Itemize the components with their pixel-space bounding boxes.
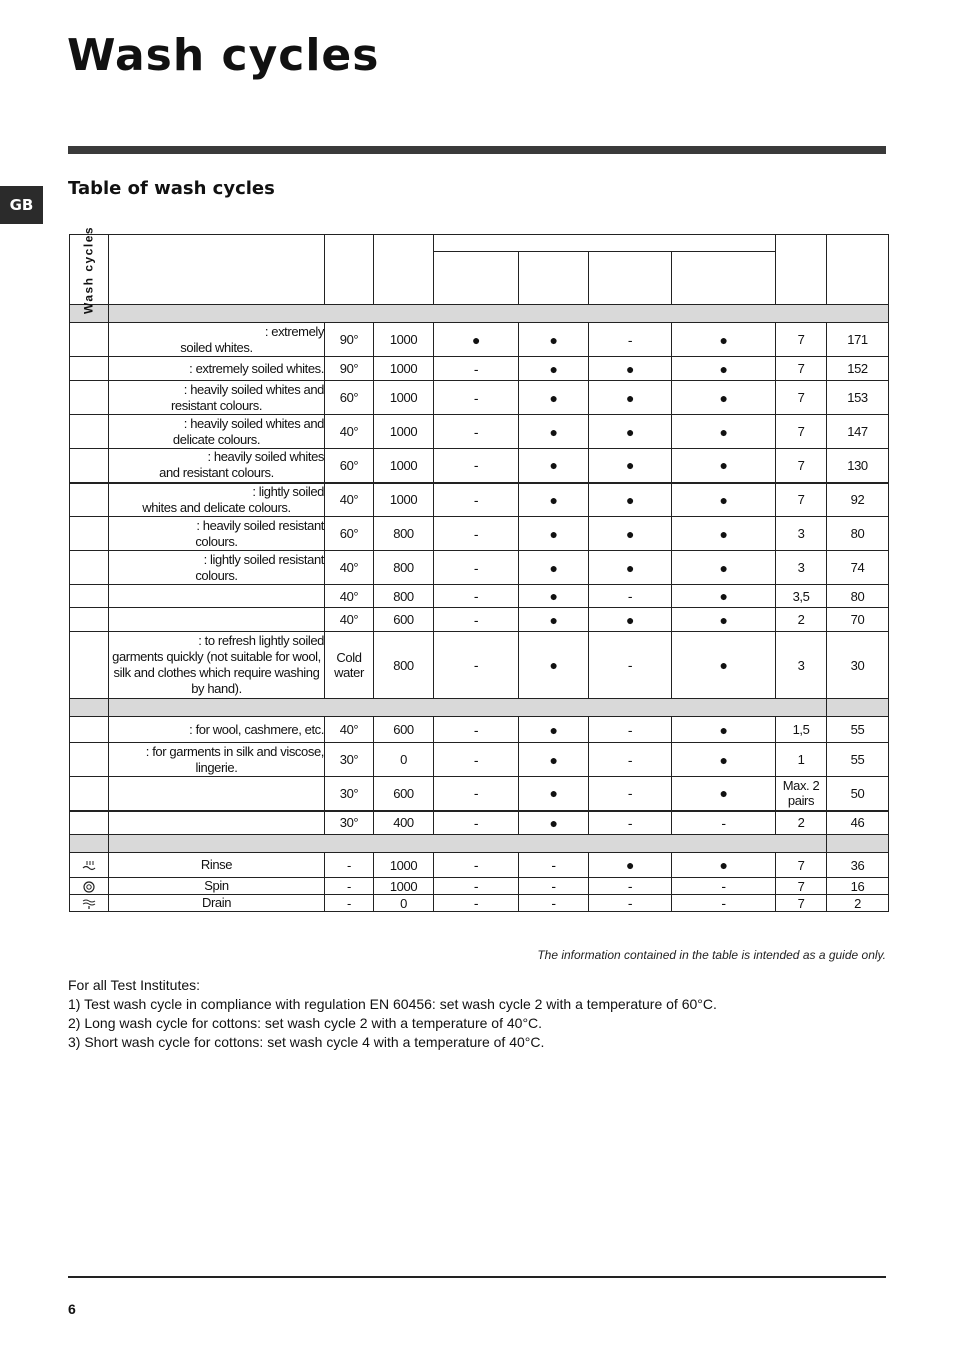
max-load-cell: 7 — [776, 415, 827, 449]
table-row — [70, 483, 889, 517]
cycle-description — [109, 585, 325, 608]
cycle-icon-cell — [70, 717, 109, 743]
temperature-cell: 90° — [325, 323, 374, 357]
max-load-cell: 7 — [776, 878, 827, 895]
cycle-description — [109, 483, 325, 517]
detergent-cell: ● — [672, 777, 776, 811]
detergent-cell: - — [434, 777, 519, 811]
header-detergent-col-3 — [589, 252, 672, 305]
max-load-cell: 7 — [776, 483, 827, 517]
detergent-cell: - — [434, 895, 519, 912]
language-tab: GB — [0, 186, 43, 224]
detergent-cell: - — [434, 449, 519, 483]
cycle-description-line-1: : to refresh lightly soiled — [198, 633, 324, 648]
detergent-cell: - — [434, 357, 519, 381]
wash-cycles-header — [70, 225, 109, 314]
detergent-cell: - — [434, 483, 519, 517]
max-load-cell: 3 — [776, 551, 827, 585]
temperature-cell: 40° — [325, 585, 374, 608]
detergent-cell: - — [434, 585, 519, 608]
max-load-cell: 3 — [776, 517, 827, 551]
cycle-description-line-1: : extremely soiled whites. — [189, 360, 324, 376]
header-duration — [827, 235, 889, 305]
detergent-cell: ● — [589, 853, 672, 878]
cycle-description-line-2: colours. — [195, 567, 238, 583]
spin-speed-cell: 800 — [374, 551, 434, 585]
cycle-description — [109, 743, 325, 777]
cycle-description — [109, 323, 325, 357]
detergent-cell: - — [434, 551, 519, 585]
header-temperature — [325, 235, 374, 305]
max-load-cell: 7 — [776, 357, 827, 381]
cycle-description-line-2: and resistant colours. — [159, 465, 274, 481]
cycle-description: Rinse — [109, 853, 325, 878]
wash-cycles-table — [69, 225, 889, 912]
cycle-icon-cell — [70, 323, 109, 357]
cycle-description — [109, 381, 325, 415]
duration-cell: 55 — [827, 743, 889, 777]
spin-speed-cell: 1000 — [374, 483, 434, 517]
detergent-cell: ● — [519, 449, 589, 483]
detergent-cell: ● — [672, 853, 776, 878]
detergent-cell: ● — [589, 608, 672, 632]
detergent-cell: - — [589, 878, 672, 895]
cycle-icon-cell — [70, 357, 109, 381]
table-row — [70, 585, 889, 608]
cycle-icon-cell — [70, 608, 109, 632]
detergent-cell: ● — [672, 717, 776, 743]
cycle-description-line-1: : heavily soiled whites — [207, 449, 324, 465]
detergent-cell: - — [672, 811, 776, 835]
cycle-description-line-1: : for garments in silk and viscose, — [145, 743, 324, 759]
group-row-partial — [70, 835, 889, 853]
temperature-cell: - — [325, 878, 374, 895]
cycle-icon-cell — [70, 585, 109, 608]
cycle-description-line-1: : extremely — [264, 323, 324, 339]
detergent-cell: - — [589, 777, 672, 811]
detergent-cell: ● — [519, 717, 589, 743]
cycle-description-line-2: whites and delicate colours. — [142, 499, 291, 515]
cycle-description — [109, 717, 325, 743]
duration-cell: 130 — [827, 449, 889, 483]
detergent-cell: ● — [519, 381, 589, 415]
spin-icon — [81, 881, 97, 893]
group-row-cottons — [70, 305, 889, 323]
duration-cell: 80 — [827, 517, 889, 551]
table-row — [70, 608, 889, 632]
detergent-cell: - — [434, 853, 519, 878]
detergent-cell: ● — [589, 483, 672, 517]
max-load-cell: 1 — [776, 743, 827, 777]
detergent-cell: ● — [672, 381, 776, 415]
spin-speed-cell: 800 — [374, 632, 434, 699]
cycle-icon-cell — [70, 632, 109, 699]
duration-cell: 147 — [827, 415, 889, 449]
max-load-cell: Max. 2 pairs — [776, 777, 827, 811]
detergent-cell: ● — [589, 357, 672, 381]
note-item: 3) Short wash cycle for cottons: set wash cycle 4 with a temperature of 40°C. — [68, 1034, 545, 1050]
detergent-cell: - — [434, 878, 519, 895]
table-row — [70, 895, 889, 912]
detergent-cell: ● — [672, 551, 776, 585]
cycle-description — [109, 449, 325, 483]
detergent-cell: ● — [519, 585, 589, 608]
detergent-cell: ● — [519, 415, 589, 449]
header-detergent-col-1 — [434, 252, 519, 305]
temperature-cell: 30° — [325, 777, 374, 811]
duration-cell: 30 — [827, 632, 889, 699]
detergent-cell: ● — [589, 449, 672, 483]
detergent-cell: ● — [589, 517, 672, 551]
detergent-cell: - — [589, 811, 672, 835]
spin-speed-cell: 1000 — [374, 381, 434, 415]
detergent-cell: ● — [589, 381, 672, 415]
temperature-cell: 60° — [325, 517, 374, 551]
cycle-description — [109, 608, 325, 632]
page-number: 6 — [68, 1301, 76, 1317]
cycle-icon-cell — [70, 811, 109, 835]
duration-cell: 50 — [827, 777, 889, 811]
cycle-icon-cell — [70, 517, 109, 551]
cycle-description-line-2: resistant colours. — [170, 397, 263, 413]
temperature-cell: 40° — [325, 483, 374, 517]
detergent-cell: ● — [672, 357, 776, 381]
header-detergent-col-4 — [672, 252, 776, 305]
detergent-cell: ● — [672, 608, 776, 632]
spin-speed-cell: 1000 — [374, 357, 434, 381]
cycle-description-line-2: delicate colours. — [172, 431, 261, 447]
spin-speed-cell: 0 — [374, 895, 434, 912]
spin-speed-cell: 800 — [374, 517, 434, 551]
cycle-description — [109, 632, 325, 699]
cycle-description — [109, 357, 325, 381]
detergent-cell: ● — [672, 585, 776, 608]
duration-cell: 171 — [827, 323, 889, 357]
detergent-cell: - — [519, 853, 589, 878]
note-item: 2) Long wash cycle for cottons: set wash cycle 2 with a temperature of 40°C. — [68, 1015, 543, 1031]
detergent-cell: - — [434, 632, 519, 699]
cycle-description-line-1: : lightly soiled resistant — [203, 551, 324, 567]
duration-cell: 36 — [827, 853, 889, 878]
temperature-cell: 60° — [325, 381, 374, 415]
temperature-cell: - — [325, 895, 374, 912]
spin-speed-cell: 600 — [374, 717, 434, 743]
table-row — [70, 853, 889, 878]
cycle-icon-cell — [70, 878, 109, 895]
detergent-cell: ● — [519, 483, 589, 517]
notes-heading: For all Test Institutes: — [68, 977, 201, 993]
duration-cell: 70 — [827, 608, 889, 632]
detergent-cell: ● — [519, 357, 589, 381]
table-row — [70, 632, 889, 699]
detergent-cell: - — [434, 381, 519, 415]
detergent-cell: - — [589, 632, 672, 699]
test-institutes-notes — [68, 976, 717, 1052]
max-load-cell: 3,5 — [776, 585, 827, 608]
detergent-cell: - — [519, 895, 589, 912]
spin-speed-cell: 1000 — [374, 853, 434, 878]
section-title: Table of wash cycles — [68, 178, 275, 199]
cycle-icon-cell — [70, 449, 109, 483]
guide-note: The information contained in the table is intended as a guide only. — [537, 948, 886, 962]
max-load-cell: 7 — [776, 449, 827, 483]
duration-cell: 46 — [827, 811, 889, 835]
detergent-cell: - — [589, 743, 672, 777]
cycle-description-line-1: : heavily soiled whites and — [183, 415, 324, 431]
duration-cell: 80 — [827, 585, 889, 608]
detergent-cell: ● — [519, 777, 589, 811]
note-item: 1) Test wash cycle in compliance with regulation EN 60456: set wash cycle 2 with a temperature of 60°C. — [68, 996, 717, 1012]
duration-cell: 74 — [827, 551, 889, 585]
table-row — [70, 878, 889, 895]
temperature-cell: 40° — [325, 415, 374, 449]
cycle-description — [109, 777, 325, 811]
max-load-cell: 7 — [776, 323, 827, 357]
detergent-cell: - — [589, 323, 672, 357]
wash-cycles-header-label: Wash cycles — [81, 225, 96, 314]
cycle-description — [109, 415, 325, 449]
temperature-cell: 90° — [325, 357, 374, 381]
duration-cell: 16 — [827, 878, 889, 895]
spin-speed-cell: 800 — [374, 585, 434, 608]
spin-speed-cell: 1000 — [374, 878, 434, 895]
detergent-cell: ● — [589, 415, 672, 449]
page-title: Wash cycles — [67, 30, 380, 81]
cycle-description — [109, 551, 325, 585]
detergent-cell: ● — [672, 632, 776, 699]
detergent-cell: ● — [519, 551, 589, 585]
cycle-description-line-1: : heavily soiled whites and — [183, 381, 324, 397]
table-row — [70, 323, 889, 357]
cycle-icon-cell — [70, 743, 109, 777]
max-load-cell: 7 — [776, 895, 827, 912]
max-load-cell: 3 — [776, 632, 827, 699]
header-description — [109, 235, 325, 305]
detergent-cell: ● — [519, 632, 589, 699]
cycle-description: Drain — [109, 895, 325, 912]
spin-speed-cell: 400 — [374, 811, 434, 835]
table-row — [70, 415, 889, 449]
spin-speed-cell: 600 — [374, 608, 434, 632]
cycle-icon-cell — [70, 381, 109, 415]
detergent-cell: - — [589, 585, 672, 608]
detergent-cell: - — [672, 895, 776, 912]
header-detergents — [434, 235, 776, 252]
temperature-cell: 40° — [325, 717, 374, 743]
cycle-icon-cell — [70, 777, 109, 811]
cycle-icon-cell — [70, 551, 109, 585]
max-load-cell: 2 — [776, 608, 827, 632]
detergent-cell: - — [434, 717, 519, 743]
cycle-description — [109, 811, 325, 835]
table-row — [70, 449, 889, 483]
header-spin-speed — [374, 235, 434, 305]
cycle-icon-cell — [70, 483, 109, 517]
detergent-cell: - — [589, 717, 672, 743]
cycle-description — [109, 517, 325, 551]
cycle-icon-cell — [70, 853, 109, 878]
duration-cell: 92 — [827, 483, 889, 517]
cycle-description: Spin — [109, 878, 325, 895]
detergent-cell: ● — [519, 608, 589, 632]
footer-rule — [68, 1276, 886, 1278]
detergent-cell: - — [434, 517, 519, 551]
max-load-cell: 7 — [776, 853, 827, 878]
detergent-cell: ● — [519, 517, 589, 551]
cycle-icon-cell — [70, 895, 109, 912]
temperature-cell: 40° — [325, 608, 374, 632]
table-row — [70, 777, 889, 811]
max-load-cell: 2 — [776, 811, 827, 835]
cycle-description-line-1: : for wool, cashmere, etc. — [189, 721, 324, 737]
cycle-description-line-2: soiled whites. — [180, 339, 253, 355]
temperature-cell: 40° — [325, 551, 374, 585]
detergent-cell: ● — [672, 449, 776, 483]
detergent-cell: ● — [672, 743, 776, 777]
title-rule — [68, 146, 886, 154]
table-row — [70, 517, 889, 551]
duration-cell: 2 — [827, 895, 889, 912]
detergent-cell: ● — [519, 811, 589, 835]
spin-speed-cell: 1000 — [374, 323, 434, 357]
detergent-cell: ● — [519, 323, 589, 357]
duration-cell: 55 — [827, 717, 889, 743]
detergent-cell: ● — [589, 551, 672, 585]
detergent-cell: - — [434, 743, 519, 777]
drain-icon — [81, 898, 97, 910]
detergent-cell: - — [672, 878, 776, 895]
spin-speed-cell: 600 — [374, 777, 434, 811]
table-row — [70, 717, 889, 743]
detergent-cell: - — [434, 608, 519, 632]
group-row-delicates — [70, 699, 889, 717]
cycle-icon-cell — [70, 415, 109, 449]
table-row — [70, 743, 889, 777]
cycle-description-line-2: garments quickly (not suitable for wool, silk and clothes which require washing by hand). — [112, 649, 321, 696]
detergent-cell: ● — [672, 415, 776, 449]
max-load-cell: 1,5 — [776, 717, 827, 743]
cycle-description-line-2: lingerie. — [195, 759, 238, 775]
detergent-cell: ● — [434, 323, 519, 357]
cycle-description-line-1: : heavily soiled resistant — [196, 517, 324, 533]
temperature-cell: 60° — [325, 449, 374, 483]
temperature-cell: 30° — [325, 811, 374, 835]
temperature-cell: 30° — [325, 743, 374, 777]
cycle-description-line-1: : lightly soiled — [252, 483, 324, 499]
detergent-cell: - — [434, 415, 519, 449]
detergent-cell: - — [589, 895, 672, 912]
duration-cell: 153 — [827, 381, 889, 415]
detergent-cell: - — [434, 811, 519, 835]
cycle-description-line-2: colours. — [195, 533, 238, 549]
spin-speed-cell: 1000 — [374, 449, 434, 483]
table-row — [70, 551, 889, 585]
header-max-load — [776, 235, 827, 305]
spin-speed-cell: 1000 — [374, 415, 434, 449]
detergent-cell: ● — [672, 517, 776, 551]
table-row — [70, 357, 889, 381]
max-load-cell: 7 — [776, 381, 827, 415]
duration-cell: 152 — [827, 357, 889, 381]
table-row — [70, 811, 889, 835]
detergent-cell: ● — [672, 323, 776, 357]
spin-speed-cell: 0 — [374, 743, 434, 777]
header-detergent-col-2 — [519, 252, 589, 305]
detergent-cell: ● — [519, 743, 589, 777]
rinse-icon — [81, 860, 97, 872]
table-row — [70, 381, 889, 415]
temperature-cell: - — [325, 853, 374, 878]
detergent-cell: ● — [672, 483, 776, 517]
detergent-cell: - — [519, 878, 589, 895]
temperature-cell: Cold water — [325, 632, 374, 699]
